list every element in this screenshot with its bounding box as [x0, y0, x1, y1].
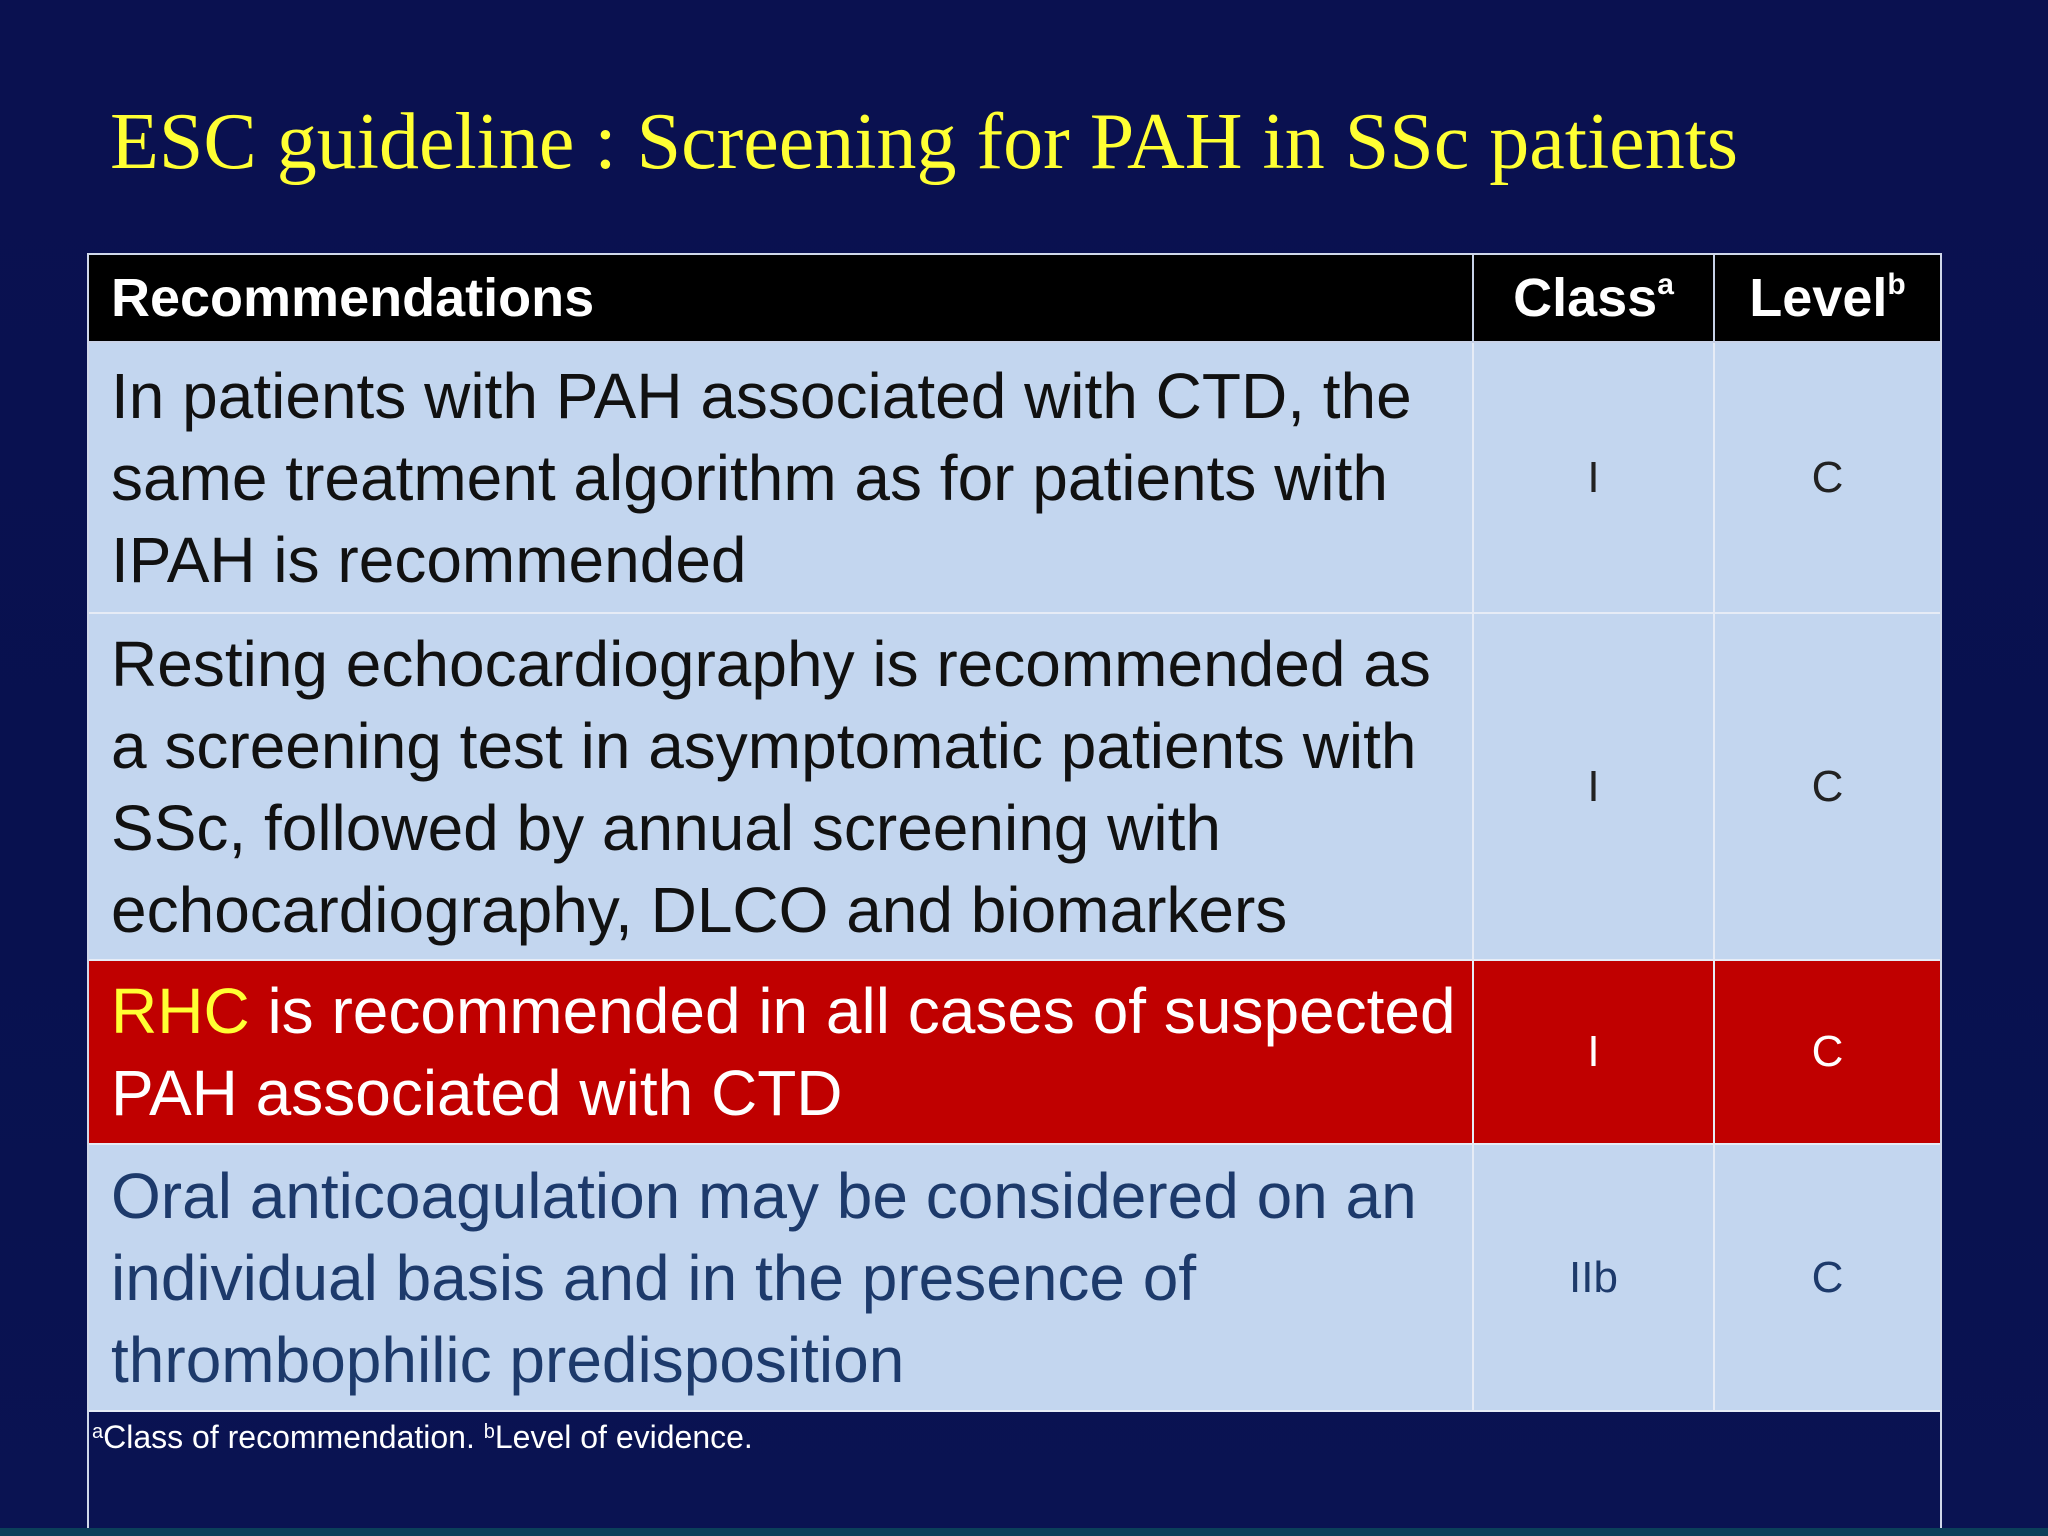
level-value: C — [1714, 342, 1940, 613]
level-value: C — [1714, 1144, 1940, 1411]
header-class-label: Class — [1513, 268, 1658, 328]
class-value: I — [1473, 613, 1714, 960]
footnote-level-text: Level of evidence. — [494, 1419, 753, 1455]
header-level-superscript: b — [1887, 268, 1906, 301]
table-row — [89, 1144, 1940, 1411]
footnote-mark-b: b — [483, 1421, 495, 1443]
header-recommendations: Recommendations — [89, 255, 1473, 342]
header-level-label: Level — [1749, 268, 1888, 328]
recommendation-text: In patients with PAH associated with CTD, the same treatment algorithm as for patients with IPAH is recommended — [89, 342, 1473, 613]
class-value: IIb — [1473, 1144, 1714, 1411]
header-class — [1473, 255, 1714, 342]
class-value: I — [1473, 342, 1714, 613]
header-level — [1714, 255, 1940, 342]
recommendation-text-rest: is recommended in all cases of suspected PAH associated with CTD — [111, 975, 1456, 1129]
header-class-superscript: a — [1657, 268, 1674, 301]
recommendation-text: Oral anticoagulation may be considered on an individual basis and in the presence of thrombophilic predisposition — [89, 1144, 1473, 1411]
table-row — [89, 342, 1940, 613]
table-header-row — [89, 255, 1940, 342]
table-row — [89, 613, 1940, 960]
level-value: C — [1714, 613, 1940, 960]
slide-title: ESC guideline : Screening for PAH in SSc patients — [110, 98, 1739, 186]
footnote-class-text: Class of recommendation. — [103, 1419, 484, 1455]
rhc-highlight: RHC — [111, 975, 250, 1047]
table-row-emphasis — [89, 960, 1940, 1144]
class-value: I — [1473, 960, 1714, 1144]
recommendation-text — [89, 960, 1473, 1144]
level-value: C — [1714, 960, 1940, 1144]
table-footnote — [92, 1412, 1932, 1462]
footnote-mark-a: a — [92, 1421, 104, 1443]
recommendation-text: Resting echocardiography is recommended as a screening test in asymptomatic patients with SSc, followed by annual screening with echocardiography, DLCO and biomarkers — [89, 613, 1473, 960]
bottom-accent-strip — [0, 1528, 2048, 1536]
recommendations-table — [89, 255, 1940, 1412]
